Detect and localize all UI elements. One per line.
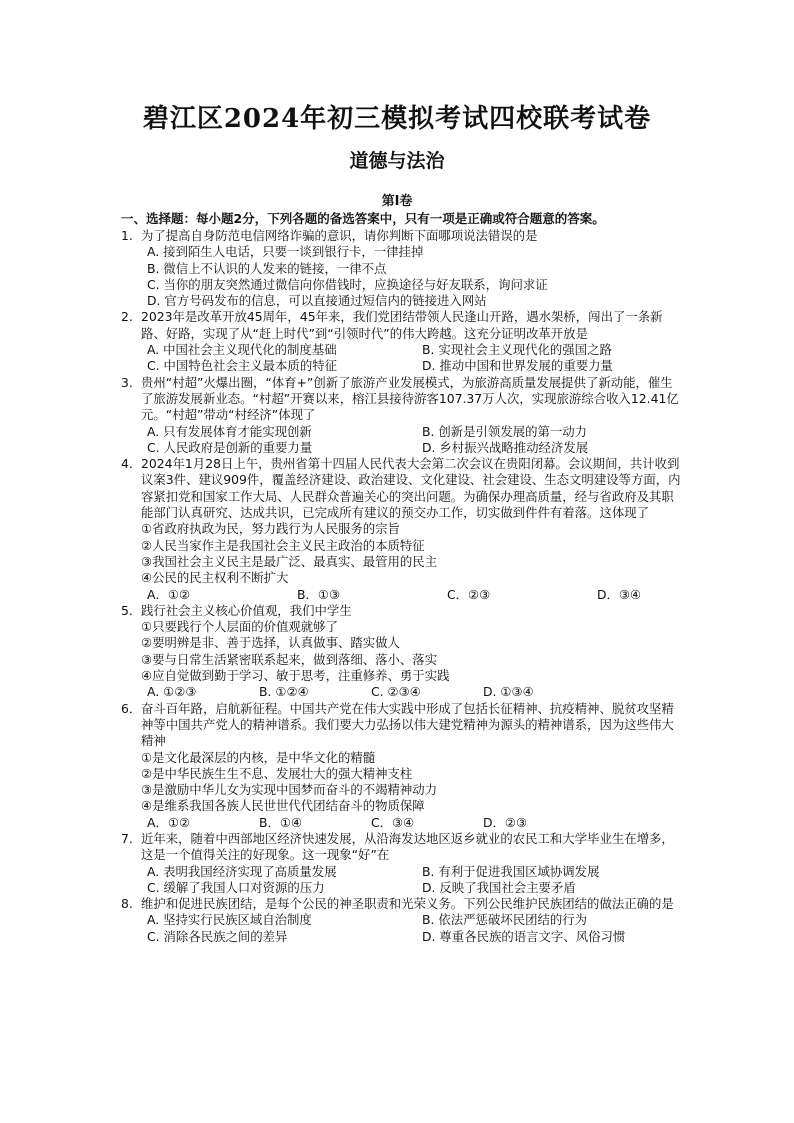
- question-stem: 2024年1月28日上午，贵州省第十四届人民代表大会第二次会议在贵阳闭幕。会议期间，共计收到议案3件、建议909件，覆盖经济建设、政治建设、文化建设、社会建设、生态文明建设等方面，内容紧扣党和国家工作大局、人民群众普遍关心的突出问题。为确保办理高质量，经与省政府及其职能部门认真研究、达成共识，已完成所有建议的预交办工作，切实做到件件有着落。这体现了: [141, 456, 681, 521]
- question-stem: 践行社会主义核心价值观，我们中学生: [141, 602, 352, 618]
- option-d: D. 乡村振兴战略推动经济发展: [422, 439, 589, 455]
- question-stem: 为了提高自身防范电信网络诈骗的意识，请你判断下面哪项说法错误的是: [141, 228, 538, 243]
- option-c: C. 消除各民族之间的差异: [147, 928, 288, 944]
- question-7: [121, 831, 681, 896]
- statement-2: ②是中华民族生生不息、发展壮大的强大精神支柱: [141, 765, 413, 781]
- options-grid: [141, 815, 681, 831]
- exam-title: 碧江区2024年初三模拟考试四校联考试卷: [142, 104, 652, 134]
- section-label: 第Ⅰ卷: [381, 194, 413, 209]
- option-b: B．①③: [297, 586, 341, 602]
- option-a: A．①②: [147, 586, 191, 602]
- question-stem: 维护和促进民族团结，是每个公民的神圣职责和光荣义务。下列公民维护民族团结的做法正确的是: [141, 896, 674, 912]
- question-stem: 贵州“村超”火爆出圈，“体育+”创新了旅游产业发展模式，为旅游高质量发展提供了新动能，催生了旅游发展新业态。“村超”开赛以来，榕江县接待游客107.37万人次，实现旅游综合收入12.41亿元。“村超”带动“村经济”体现了: [141, 374, 679, 423]
- option-b: B. 实现社会主义现代化的强国之路: [422, 342, 612, 358]
- question-2: [121, 309, 681, 374]
- options-grid: [141, 864, 681, 897]
- option-b: B. 微信上不认识的人发来的链接，一律不点: [147, 260, 387, 276]
- question-number: 7.: [121, 830, 133, 846]
- option-a: A. ①②③: [147, 684, 197, 700]
- question-stem: 奋斗百年路，启航新征程。中国共产党在伟大实践中形成了包括长征精神、抗疫精神、脱贫攻坚精神等中国共产党人的精神谱系。我们要大力弘扬以伟大建党精神为源头的精神谱系，因为这些伟大精神: [141, 700, 674, 749]
- statement-3: ③我国社会主义民主是最广泛、最真实、最管用的民主: [141, 553, 438, 569]
- question-list: [121, 228, 681, 945]
- option-a: A. 表明我国经济实现了高质量发展: [147, 863, 337, 879]
- option-a: A. 接到陌生人电话，只要一谈到银行卡，一律挂掉: [147, 244, 424, 260]
- option-a: A. 只有发展体育才能实现创新: [147, 423, 312, 439]
- option-d: D. 尊重各民族的语言文字、风俗习惯: [422, 928, 626, 944]
- statement-3: ③要与日常生活紧密联系起来，做到落细、落小、落实: [141, 651, 438, 667]
- option-b: B. 依法严惩破坏民团结的行为: [422, 912, 588, 928]
- options-grid: [141, 342, 681, 375]
- statement-4: ④应自觉做到勤于学习、敏于思考，注重修养、勇于实践: [141, 668, 450, 684]
- option-c: C．③④: [371, 814, 415, 830]
- question-stem: 2023年是改革开放45周年，45年来，我们党团结带领人民逢山开路，遇水架桥，闯出了一条新路、好路，实现了从“赶上时代”到“引领时代”的伟大跨越。这充分证明改革开放是: [141, 309, 663, 341]
- question-number: 1.: [121, 228, 133, 243]
- option-a: A. 中国社会主义现代化的制度基础: [147, 342, 337, 358]
- statement-3: ③是激励中华儿女为实现中国梦而奋斗的不竭精神动力: [141, 782, 438, 798]
- question-number: 5.: [121, 602, 133, 618]
- question-4: [121, 456, 681, 603]
- question-number: 6．: [121, 700, 142, 716]
- question-number: 2.: [121, 309, 133, 325]
- question-3: [121, 375, 681, 456]
- statement-2: ②要明辨是非、善于选择，认真做事、踏实做人: [141, 635, 400, 651]
- question-number: 8.: [121, 896, 133, 912]
- option-a: A．①②: [147, 814, 191, 830]
- option-d: D. 官方号码发布的信息，可以直接通过短信内的链接进入网站: [147, 293, 487, 309]
- option-c: C. 缓解了我国人口对资源的压力: [147, 879, 325, 895]
- instructions: 一、选择题：每小题2分，下列各题的备选答案中，只有一项是正确或符合题意的答案。: [121, 211, 605, 226]
- statement-4: ④公民的民主权利不断扩大: [141, 570, 289, 586]
- option-c: C. 人民政府是创新的重要力量: [147, 439, 313, 455]
- options-grid: [141, 424, 681, 457]
- option-d: D. 推动中国和世界发展的重要力量: [422, 358, 613, 374]
- option-b: B．①④: [259, 814, 303, 830]
- option-c: C. 当你的朋友突然通过微信向你借钱时，应换途径与好友联系，询问求证: [147, 276, 548, 292]
- question-number: 3.: [121, 374, 133, 390]
- option-d: D．②③: [483, 814, 528, 830]
- option-b: B. ①②④: [259, 684, 309, 700]
- option-d: D．③④: [597, 586, 642, 602]
- question-stem: 近年来，随着中西部地区经济快速发展，从沿海发达地区返乡就业的农民工和大学毕业生在增多，这是一个值得关注的好现象。这一现象“好”在: [141, 830, 674, 863]
- question-5: [121, 603, 681, 701]
- option-d: D. 反映了我国社会主要矛盾: [422, 879, 576, 895]
- statement-1: ①是文化最深层的内核，是中华文化的精髓: [141, 749, 376, 765]
- statement-2: ②人民当家作主是我国社会主义民主政治的本质特征: [141, 537, 425, 553]
- options-grid: [141, 684, 681, 700]
- question-8: [121, 896, 681, 945]
- option-c: C．②③: [447, 586, 491, 602]
- options-grid: [141, 912, 681, 945]
- option-c: C. 中国特色社会主义最本质的特征: [147, 358, 337, 374]
- subject-title: 道德与法治: [349, 150, 445, 172]
- question-1: [121, 228, 681, 309]
- statement-1: ①只要践行个人层面的价值观就够了: [141, 619, 338, 635]
- option-d: D. ①③④: [483, 684, 534, 700]
- question-number: 4.: [121, 456, 133, 472]
- option-b: B. 创新是引领发展的第一动力: [422, 423, 588, 439]
- statement-4: ④是维系我国各族人民世世代代团结奋斗的物质保障: [141, 798, 425, 814]
- options-grid: [141, 587, 681, 603]
- option-b: B. 有利于促进我国区域协调发展: [422, 863, 600, 879]
- option-a: A. 坚持实行民族区域自治制度: [147, 912, 312, 928]
- option-c: C. ②③④: [371, 684, 421, 700]
- question-6: [121, 701, 681, 831]
- statement-1: ①省政府执政为民，努力践行为人民服务的宗旨: [141, 521, 400, 537]
